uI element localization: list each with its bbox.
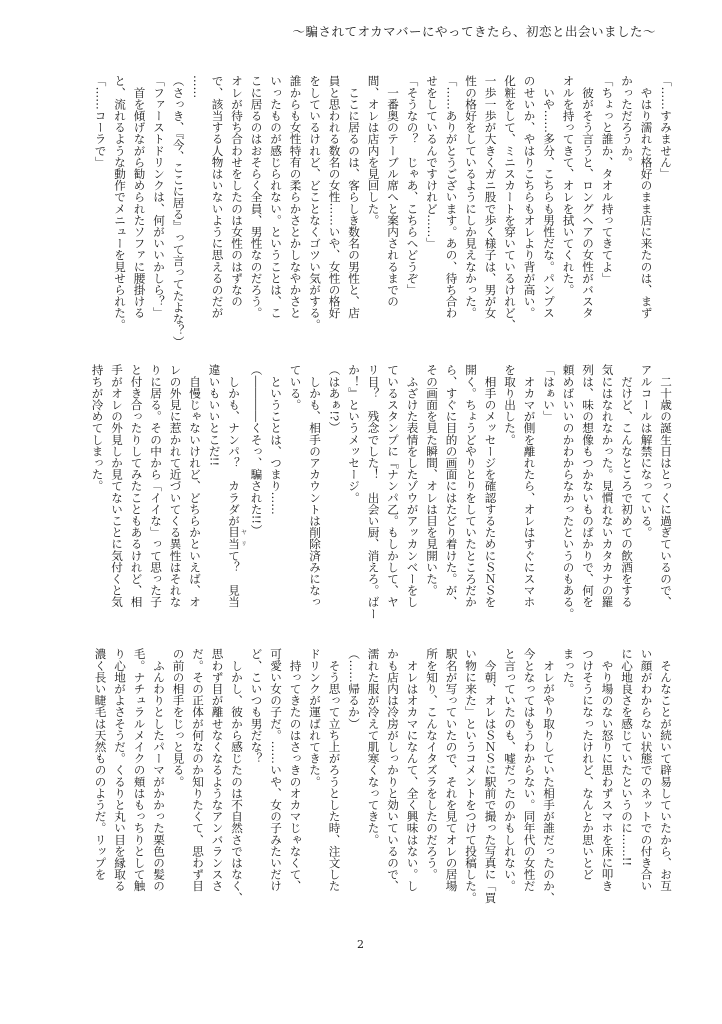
text-line: 「……コーラで」 bbox=[93, 75, 108, 168]
text-line: ているスタンプに『ナンパ乙。もしかして、ヤ bbox=[386, 364, 400, 608]
text-line: （はあぁ!?） bbox=[327, 364, 342, 433]
text-line: 誰からも女性特有の柔らかさとかしなやかさと bbox=[288, 75, 303, 319]
page-number: 2 bbox=[357, 938, 364, 951]
text-line: 持ってきたのはさっきのオカマじゃなくて、 bbox=[288, 648, 303, 892]
text-line: 性の格好をしているようにしか見えなかった。 bbox=[464, 75, 478, 319]
text-line: りに居る。その中から「イイな」って思った子 bbox=[149, 364, 163, 608]
text-line: かも店内は冷房がしっかりと効いているので、 bbox=[386, 648, 400, 892]
text-line: オレがやり取りしていた相手が誰だったのか、 bbox=[542, 648, 556, 904]
text-segment: て？ 見当 bbox=[227, 549, 241, 608]
text-line: 所を知り、こんなイタズラをしたのだろう。 bbox=[425, 648, 439, 880]
text-line: をしているけれど、どことなくゴツい気がする。 bbox=[308, 75, 322, 331]
text-line bbox=[224, 364, 247, 634]
text-line: しかも、相手のアカウントは削除済みになっ bbox=[308, 364, 322, 608]
text-line: 違いもいいとこだ!! bbox=[207, 364, 222, 467]
text-tier-middle bbox=[85, 364, 675, 634]
text-line: 化粧をして、ミニスカートを穿いているけれど、 bbox=[503, 75, 517, 331]
text-line: ということは、つまり…… bbox=[269, 364, 283, 515]
text-line: 開く。ちょうどやりとりをしていたところだか bbox=[464, 364, 478, 608]
text-line: オカマが側を離れたら、オレはすぐにスマホ bbox=[522, 364, 537, 608]
text-line: に心地良さを感じていたというのに……!! bbox=[620, 648, 634, 867]
text-line: その画面を見た瞬間、オレは目を見開いた。 bbox=[425, 364, 439, 596]
text-line: （――――くそっ、騙された!!） bbox=[249, 364, 264, 536]
ruby-text: ヤリ bbox=[239, 526, 247, 550]
text-line: （さっき、『今、ここに居る』って言ってたよな？） bbox=[171, 75, 186, 348]
text-line: しかし、彼から感じたのは不自然さではなく、 bbox=[230, 648, 244, 904]
text-line: ここに居るのは、客らしき数名の男性と、店 bbox=[347, 75, 361, 319]
text-segment: しかも、ナンパ？ カラダが bbox=[227, 364, 241, 527]
text-line: 毛。ナチュラルメイクの頬はもっちりとして触 bbox=[132, 648, 147, 892]
text-line: 思わず目が離せなくなるようなアンバランスさ bbox=[210, 648, 225, 892]
text-line: 「……すみません」 bbox=[659, 75, 673, 180]
text-line: い顔がわからない状態でのネットでの付き合い bbox=[639, 648, 654, 892]
text-line: 濃く長い睫毛は天然もののようだ。リップを bbox=[93, 648, 108, 880]
ruby-annotation bbox=[227, 526, 247, 550]
text-line: 可愛い女の子だ。……いや、女の子みたいだけ bbox=[269, 648, 283, 892]
text-line: で、該当する人物はいないように思えるのだが bbox=[210, 75, 225, 319]
text-line: 「ファーストドリンクは、何がいいかしら？」 bbox=[152, 75, 166, 319]
text-line: 「そうなの？ じゃあ、こちらへどうぞ」 bbox=[405, 75, 420, 296]
text-line: 彼がそう言うと、ロングヘアの女性がバスタ bbox=[581, 75, 595, 319]
text-line: 濡れた服が冷えて肌寒くなってきた。 bbox=[366, 648, 381, 846]
text-line: いったものが感じられない。ということは、こ bbox=[269, 75, 283, 319]
text-line: つけそうになったけれど、なんとか思いとど bbox=[581, 648, 595, 880]
text-line: 二十歳の誕生日はとっくに過ぎているので、 bbox=[659, 364, 673, 608]
text-line: 気にはなれなかった。見慣れないカタカナの羅 bbox=[600, 364, 615, 608]
text-line: いや……多分、こちらも男性だな。パンプス bbox=[542, 75, 556, 319]
text-tier-bottom bbox=[85, 648, 675, 918]
text-line: のせいか、やはりこちらもオレより背が高い。 bbox=[522, 75, 537, 319]
text-line: やり場のない怒りに思わずスマホを床に叩き bbox=[600, 648, 615, 892]
text-line: か！』というメッセージ。 bbox=[347, 364, 361, 504]
text-line: と言っていたのも、嘘だったのかもしれない。 bbox=[503, 648, 517, 892]
text-line: （……帰るか） bbox=[347, 648, 361, 730]
text-line: 持ちが冷めてしまった。 bbox=[90, 364, 105, 492]
text-line: の前の相手をじっと見る。 bbox=[171, 648, 186, 788]
text-line: レの外見に惹かれて近づいてくる異性はそれな bbox=[168, 364, 183, 608]
text-line: ら、すぐに目的の画面にはたどり着けた。が、 bbox=[444, 364, 459, 608]
text-line: 一番奥のテーブル席へと案内されるまでの bbox=[386, 75, 400, 307]
text-line: オルを持ってきて、オレを拭いてくれた。 bbox=[561, 75, 576, 296]
text-line: …… bbox=[191, 75, 205, 99]
text-line: ふんわりとしたパーマがかかった栗色の髪の bbox=[152, 648, 166, 892]
text-line: こに居るのはおそらく全員、男性なのだろう。 bbox=[249, 75, 264, 319]
text-line: アルコールは解禁になっている。 bbox=[639, 364, 654, 538]
text-line: そんなことが続いて辟易していたから、お互 bbox=[659, 648, 673, 892]
text-line: ふざけた表情をしたゾウがアッカンベーをし bbox=[405, 364, 420, 608]
text-line: リ目？ 残念でした！ 出会い厨、消えろ。ばー bbox=[366, 364, 381, 620]
text-line: 駅名が写っていたので、それを見てオレの居場 bbox=[444, 648, 459, 892]
text-line: オレはオカマになんて、全く興味はない。し bbox=[405, 648, 420, 892]
text-line: 頼めばいいのかわからなかったというのもある。 bbox=[561, 364, 576, 620]
text-line: 今朝、オレはＳＮＳに駅前で撮った写真に「買 bbox=[483, 648, 498, 904]
text-line: 員と思われる数名の女性……いや、女性の格好 bbox=[327, 75, 342, 319]
text-line: り心地がよさそうだ。くるりと丸い目を縁取る bbox=[113, 648, 127, 892]
text-line: オレが待ち合わせをしたのは女性のはずなの bbox=[230, 75, 244, 307]
text-line: と、流れるような動作でメニューを見せられた。 bbox=[113, 75, 127, 331]
text-line: やはり濡れた格好のまま店に来たのは、まず bbox=[639, 75, 654, 319]
text-line: 首を傾げながら勧められたソファに腰掛ける bbox=[132, 75, 147, 319]
text-line: ど、こいつも男だな？ bbox=[249, 648, 264, 764]
text-line: 手がオレの外見しか見てないことに気付くと気 bbox=[110, 364, 124, 608]
text-line: ている。 bbox=[288, 364, 303, 411]
text-line: 「ちょっと誰か、タオル持ってきてよ」 bbox=[600, 75, 615, 284]
ruby-base: 目当 bbox=[227, 526, 241, 550]
text-line: そう思って立ち上がろうとした時、注文した bbox=[327, 648, 342, 892]
text-line: 間、オレは店内を見回した。 bbox=[366, 75, 381, 226]
text-line: 一歩一歩が大きくガニ股で歩く様子は、男が女 bbox=[483, 75, 498, 319]
text-line: 自慢じゃないけれど、どちらかといえば、オ bbox=[188, 364, 202, 608]
text-line: 相手のメッセージを確認するためにＳＮＳを bbox=[483, 364, 498, 608]
text-line: せをしているんですけれど……」 bbox=[425, 75, 439, 249]
text-line: い物に来た」というコメントをつけて投稿した。 bbox=[464, 648, 478, 904]
text-line: かっただろうか。 bbox=[620, 75, 634, 168]
text-line: まった。 bbox=[561, 648, 576, 695]
text-line: と付き合ったりしてみたこともあるけれど、相 bbox=[129, 364, 144, 608]
text-line: を取り出した。 bbox=[503, 364, 517, 446]
text-line: 「はぁい」 bbox=[542, 364, 556, 422]
text-tier-top bbox=[85, 75, 675, 348]
text-line: 今となってはもうわからない。同年代の女性だ bbox=[522, 648, 537, 892]
text-line: だ。その正体が何なのか知りたくて、思わず目 bbox=[191, 648, 205, 892]
text-line: 列は、味の想像もつかないものばかりで、何を bbox=[581, 364, 595, 608]
text-line: だけど、こんなところで初めての飲酒をする bbox=[620, 364, 634, 608]
running-title: 〜騙されてオカマバーにやってきたら、初恋と出会いました〜 bbox=[292, 24, 656, 39]
text-line: ドリンクが運ばれてきた。 bbox=[308, 648, 322, 788]
text-line: 「……ありがとうございます。あの、待ち合わ bbox=[444, 75, 459, 319]
